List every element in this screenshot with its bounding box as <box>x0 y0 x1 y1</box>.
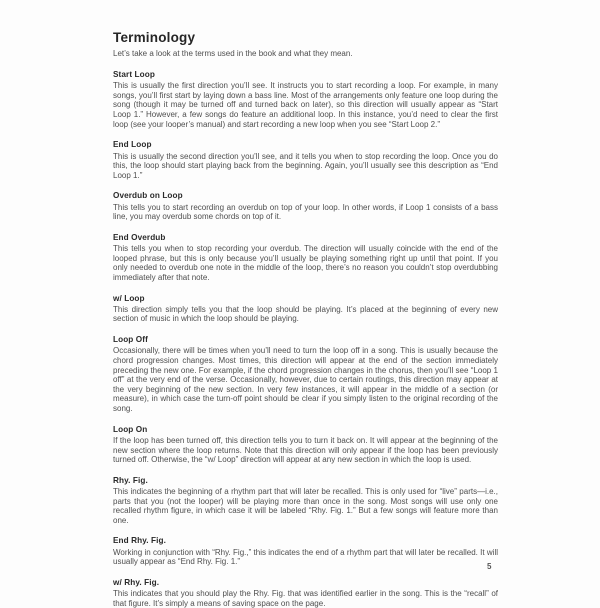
term-body: This is usually the first direction you’ll see. It instructs you to start recording a loop. For example, in many songs, you’ll first start by laying down a bass line. Most of the arrangements only feature one loop during the song (though it may be turned off and turned back on later), so this direction will usually appear as “Start Loop 1.” However, a few songs do feature an additional loop. In this instance, you’d need to clear the first loop (see your looper’s manual) and start recording a new loop when you see “Start Loop 2.” <box>113 81 498 129</box>
term-section-end-loop <box>113 140 498 180</box>
page-content <box>113 31 498 608</box>
term-body: This indicates that you should play the Rhy. Fig. that was identified earlier in the song. This is the “recall” of that figure. It’s simply a means of saving space on the page. <box>113 589 498 608</box>
term-body: Occasionally, there will be times when you’ll need to turn the loop off in a song. This is usually because the chord progression changes. Most times, this direction will appear at the end of the section immediately preceding the new one. For example, if the chord progression changes in the chorus, then you’ll see “Loop 1 off” at the very end of the verse. Occasionally, however, due to certain routings, this direction may appear at the very beginning of the new section. In very few instances, it will appear in the middle of a section (or measure), in which case the turn-off point should be clear if you simply listen to the original recording of the song. <box>113 346 498 413</box>
term-body: This direction simply tells you that the loop should be playing. It’s placed at the beginning of every new section of music in which the loop should be playing. <box>113 304 498 324</box>
term-section-loop-off <box>113 335 498 414</box>
term-section-overdub-on-loop <box>113 191 498 222</box>
term-section-loop-on <box>113 425 498 465</box>
term-heading: End Loop <box>113 140 152 150</box>
term-section-rhy-fig <box>113 476 498 526</box>
term-section-w-rhy-fig <box>113 578 498 608</box>
term-heading: Rhy. Fig. <box>113 475 148 485</box>
term-heading: Overdub on Loop <box>113 191 183 201</box>
term-section-end-rhy-fig <box>113 536 498 567</box>
term-body: This indicates the beginning of a rhythm part that will later be recalled. This is only used for “live” parts—i.e., parts that you (not the looper) will be playing more than once in the song. Most songs will use only one recalled rhythm figure, in which case it will be labeled “Rhy. Fig. 1.” But a few songs will feature more than one. <box>113 487 498 525</box>
term-heading: Loop Off <box>113 335 148 345</box>
intro-text: Let’s take a look at the terms used in the book and what they mean. <box>113 48 353 58</box>
term-body: Working in conjunction with “Rhy. Fig.,” this indicates the end of a rhythm part that will later be recalled. It will usually appear as “End Rhy. Fig. 1.” <box>113 547 498 567</box>
term-body: This tells you to start recording an overdub on top of your loop. In other words, if Loop 1 consists of a bass line, you may overdub some chords on top of it. <box>113 202 498 222</box>
term-body: This tells you when to stop recording your overdub. The direction will usually coincide with the end of the looped phrase, but this is only because you’ll usually be playing something right up until that point. If you only needed to overdub one note in the middle of the loop, there’s no reason you couldn’t stop overdubbing immediately after that note. <box>113 244 498 282</box>
term-heading: w/ Rhy. Fig. <box>113 577 160 587</box>
term-section-w-loop <box>113 294 498 325</box>
term-body: This is usually the second direction you’ll see, and it tells you when to stop recording the loop. Once you do this, the loop should start playing back from the beginning. Again, you’ll usually see this description as “End Loop 1.” <box>113 151 498 180</box>
term-section-end-overdub <box>113 233 498 283</box>
term-section-start-loop <box>113 70 498 129</box>
term-body: If the loop has been turned off, this direction tells you to turn it back on. It will appear at the beginning of the new section where the loop returns. Note that this direction will only appear if the loop has been previously turned off. Otherwise, the “w/ Loop” direction will appear at any new section in which the loop is used. <box>113 435 498 465</box>
term-heading: End Overdub <box>113 232 166 242</box>
term-heading: Start Loop <box>113 69 155 79</box>
term-heading: End Rhy. Fig. <box>113 536 166 546</box>
page-title: Terminology <box>113 30 196 45</box>
term-heading: Loop On <box>113 424 148 434</box>
term-heading: w/ Loop <box>113 293 145 303</box>
page-number: 5 <box>487 562 492 571</box>
